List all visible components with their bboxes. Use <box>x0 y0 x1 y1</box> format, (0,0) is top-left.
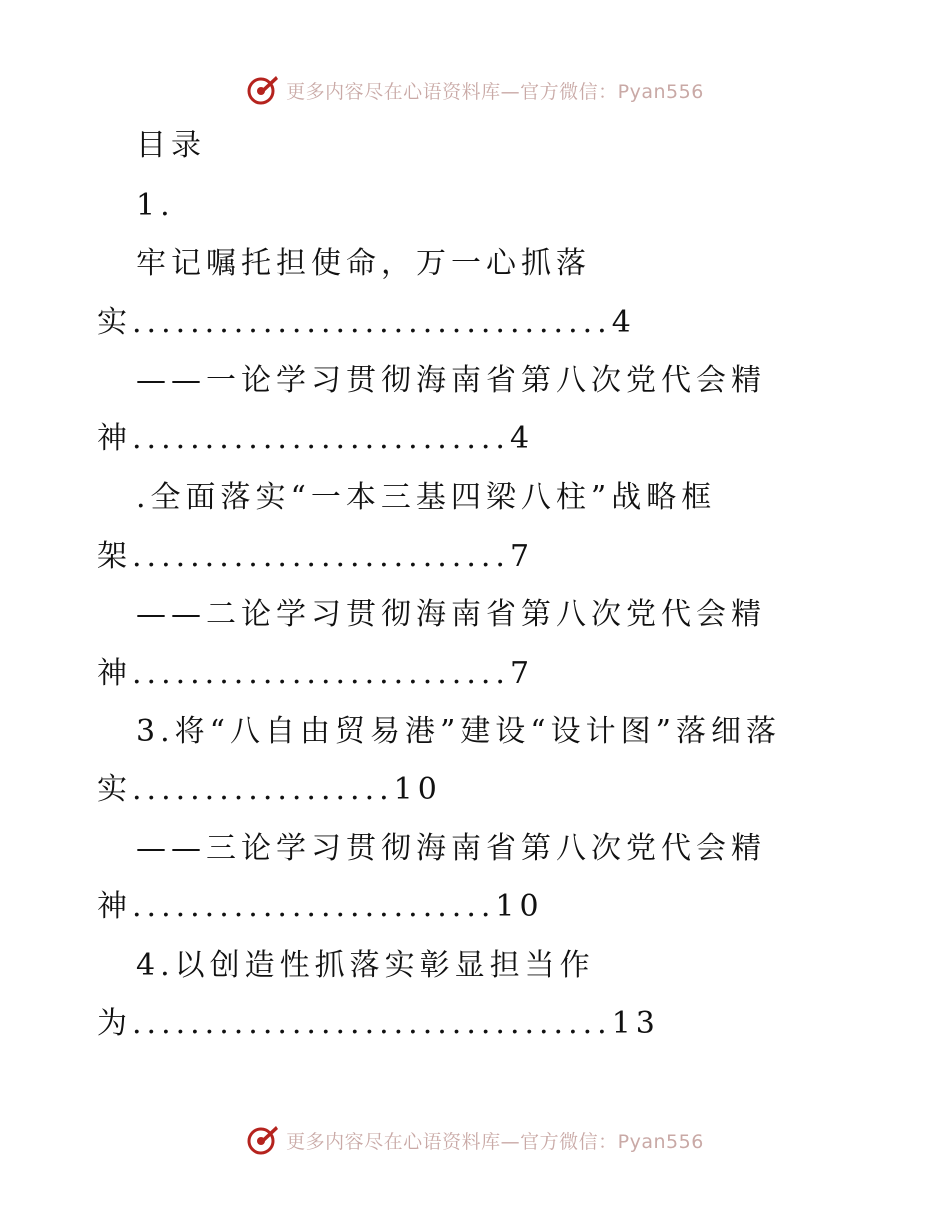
quill-logo-icon <box>246 1123 280 1157</box>
toc-line: 神..........................7 <box>97 656 535 691</box>
toc-line: 实.................................4 <box>97 305 636 340</box>
toc-title: 目录 <box>136 128 206 163</box>
toc-line: 为.................................13 <box>97 1006 660 1041</box>
quill-logo-icon <box>246 73 280 107</box>
toc-line: 牢记嘱托担使命，万一心抓落 <box>136 246 591 281</box>
toc-line: ——一论学习贯彻海南省第八次党代会精 <box>136 363 766 398</box>
toc-line: 架..........................7 <box>97 539 535 574</box>
footer-watermark <box>0 1120 950 1160</box>
watermark-text: 更多内容尽在心语资料库—官方微信：Pyan556 <box>286 80 704 103</box>
toc-line: ——三论学习贯彻海南省第八次党代会精 <box>136 831 766 866</box>
toc-line: 神..........................4 <box>97 421 535 456</box>
toc-line: 1. <box>136 188 175 223</box>
toc-line: 神.........................10 <box>97 889 544 924</box>
header-watermark <box>0 70 950 110</box>
toc-line: 实..................10 <box>97 772 442 807</box>
watermark-text: 更多内容尽在心语资料库—官方微信：Pyan556 <box>286 1130 704 1153</box>
toc-line: .全面落实“一本三基四梁八柱”战略框 <box>136 480 717 515</box>
toc-line: ——二论学习贯彻海南省第八次党代会精 <box>136 597 766 632</box>
toc-line: 4.以创造性抓落实彰显担当作 <box>136 948 595 983</box>
toc-line: 3.将“八自由贸易港”建设“设计图”落细落 <box>136 714 781 749</box>
